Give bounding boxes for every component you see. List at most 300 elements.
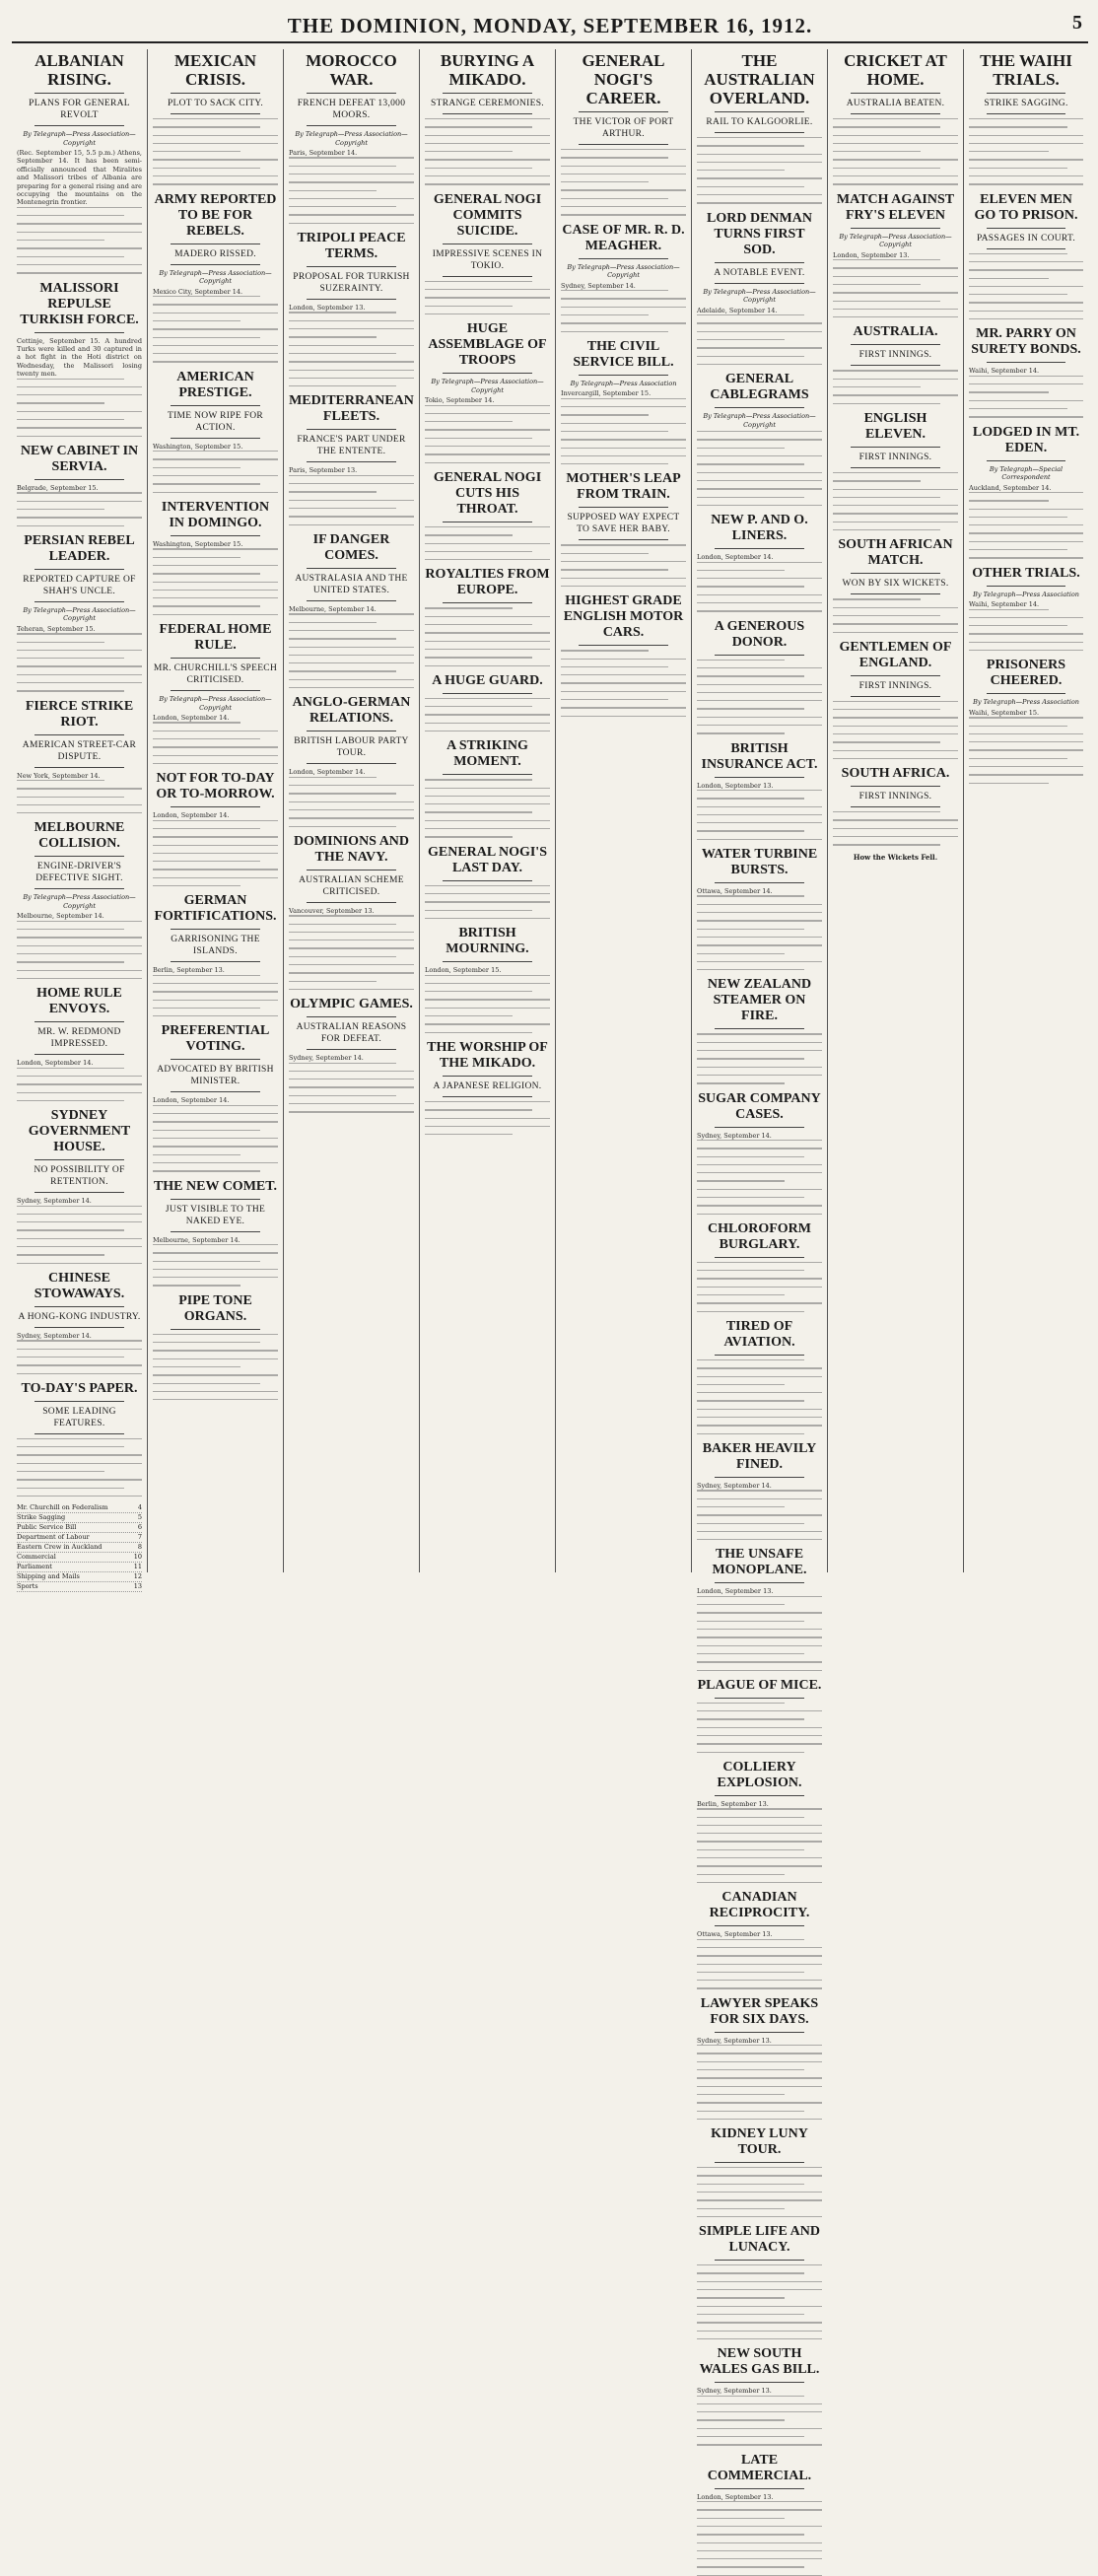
text-line [153,175,278,176]
text-line [153,557,240,558]
divider [443,113,532,114]
body-text-lines [153,1244,278,1287]
text-line [153,361,278,362]
text-line [697,1523,804,1524]
text-line [697,806,822,807]
text-line [289,647,414,648]
text-line [289,1111,414,1112]
text-line [697,610,822,611]
text-line [289,500,414,501]
article [425,738,550,837]
body-text-lines [153,548,278,615]
article-deck: ADVOCATED BY BRITISH MINISTER. [157,1065,274,1087]
article-text: Sydney, September 14. [17,1331,92,1340]
body-text-lines [697,1808,822,1883]
text-line [697,1596,822,1597]
text-line [17,1100,124,1101]
divider [34,1327,124,1328]
text-line [153,738,260,739]
text-line [289,662,414,663]
text-line [697,937,822,938]
text-line [153,345,278,346]
text-line [17,953,142,954]
article-byline: By Telegraph—Press Association—Copyright [295,130,408,147]
text-line [697,1172,822,1173]
text-line [425,534,513,535]
article [17,533,142,692]
contents-list [17,1503,142,1592]
text-line [697,455,822,456]
text-line [425,135,550,136]
text-line [697,1156,804,1157]
divider [34,93,124,94]
body-text-lines [17,1068,142,1101]
text-line [969,126,1067,127]
article [697,1547,822,1670]
text-line [289,622,377,623]
text-line [153,1383,260,1384]
text-line [153,991,278,992]
contents-item[interactable] [17,1582,142,1592]
text-line [697,944,822,945]
text-line [697,2264,822,2265]
text-line [697,895,804,896]
divider [715,777,804,778]
article-text: Ottawa, September 13. [697,1930,773,1939]
text-line [697,1882,822,1883]
text-line [289,190,377,191]
text-line [425,607,513,608]
article-headline: PLAGUE OF MICE. [697,1677,822,1693]
text-line [697,1531,822,1532]
body-text-lines [697,314,822,365]
article-deck: SOME LEADING FEATURES. [42,1406,116,1428]
article-headline: NEW P. AND O. LINERS. [711,513,808,544]
column-5 [556,49,692,1572]
body-text-lines [425,118,550,185]
text-line [561,290,668,291]
text-line [289,655,414,656]
divider [579,645,668,646]
divider [715,2260,804,2261]
text-line [289,947,414,948]
article-headline: GENERAL NOGI CUTS HIS THROAT. [433,469,542,517]
divider [715,111,804,112]
text-line [697,2444,822,2445]
text-line [697,2518,785,2519]
article-text: Sydney, September 14. [561,281,636,290]
text-line [17,788,142,789]
text-line [697,2396,804,2397]
text-line [425,1008,550,1009]
text-line [697,2053,822,2054]
body-text-lines [153,975,278,1017]
divider [307,902,396,903]
text-line [697,2102,822,2103]
text-line [697,1417,822,1418]
divider [307,600,396,601]
text-line [289,809,414,810]
article [697,513,822,611]
divider [851,228,940,229]
text-line [833,126,940,127]
text-line [561,569,668,570]
contents-item-page: 13 [133,1582,142,1591]
text-line [289,524,414,525]
text-line [17,1357,124,1358]
text-line [17,402,104,403]
divider [443,693,532,694]
text-line [425,559,550,560]
contents-item-label: Sports [17,1582,38,1591]
article [17,1271,142,1374]
article [969,425,1083,559]
text-line [561,455,686,456]
divider [443,774,532,775]
text-line [425,1032,532,1033]
contents-item-page: 11 [133,1563,142,1571]
article [697,1091,822,1215]
text-line [17,232,142,233]
contents-item[interactable] [17,1533,142,1543]
divider [171,1231,260,1232]
text-line [425,1109,532,1110]
text-line [561,314,649,315]
contents-item[interactable] [17,1563,142,1572]
text-line [289,157,414,158]
divider [579,539,668,540]
divider [579,144,668,145]
divider [715,1582,804,1583]
body-text-lines [833,701,958,759]
article-headline: ELEVEN MEN GO TO PRISON. [974,191,1078,223]
body-text-lines [425,281,550,314]
article [969,326,1083,417]
text-line [697,2167,822,2168]
contents-item[interactable] [17,1513,142,1523]
text-line [153,1138,278,1139]
article [561,593,686,717]
article-text: London, September 14. [697,553,774,562]
text-line [425,632,550,633]
text-line [425,665,550,666]
contents-item-page: 10 [133,1553,142,1562]
body-text-lines [969,717,1083,784]
text-line [561,666,668,667]
text-line [969,726,1067,727]
article-text: Sydney, September 14. [697,1481,772,1490]
article [425,51,550,185]
divider [34,888,124,889]
divider [34,1401,124,1402]
text-line [289,312,396,313]
text-line [153,861,260,862]
text-line [561,206,686,207]
text-line [697,953,785,954]
article-text: Ottawa, September 14. [697,887,773,896]
article-text: Invercargill, September 15. [561,389,652,398]
article-deck: FRENCH DEFEAT 13,000 MOORS. [297,99,406,120]
article-deck: MR. W. REDMOND IMPRESSED. [37,1027,121,1050]
text-line [153,328,278,329]
divider [851,467,940,468]
text-line [697,667,822,668]
masthead-title: THE DOMINION, MONDAY, SEPTEMBER 16, 1912. [287,14,813,37]
text-line [17,501,142,502]
text-line [969,509,1083,510]
contents-item[interactable] [17,1523,142,1533]
text-line [697,170,785,171]
text-line [697,1367,822,1368]
text-line [833,758,958,759]
divider [715,2382,804,2383]
text-line [833,143,958,144]
text-line [697,969,804,970]
text-line [697,488,822,489]
text-line [17,682,142,683]
divider [715,2032,804,2033]
article [425,567,550,665]
article-byline: By Telegraph—Press Association—Copyright [839,232,952,249]
text-line [425,698,550,699]
text-line [17,272,142,273]
divider [171,1199,260,1200]
article-text: Vancouver, September 13. [289,906,375,915]
body-text-lines [697,1359,822,1434]
article [561,51,686,216]
divider [715,283,804,284]
article-deck: AUSTRALIAN REASONS FOR DEFEAT. [296,1022,407,1045]
text-line [697,1033,822,1034]
text-line [425,983,550,984]
article-text: Melbourne, September 14. [289,604,377,613]
article [289,393,414,524]
article-text: Auckland, September 14. [969,483,1052,492]
text-line [561,553,649,554]
text-line [833,472,958,473]
article-headline: PREFERENTIAL VOTING. [161,1023,270,1055]
article [697,1221,822,1312]
article-text: Washington, September 15. [153,442,243,451]
text-line [153,1146,278,1147]
divider [715,1355,804,1356]
text-line [697,1425,822,1426]
text-line [153,853,278,854]
article-headline: IF DANGER COMES. [312,531,390,563]
text-line [697,1050,822,1051]
text-line [289,989,414,990]
contents-item[interactable] [17,1543,142,1553]
text-line [153,168,260,169]
contents-item-page: 7 [137,1533,142,1542]
article [697,2126,822,2217]
body-text-lines [697,1140,822,1215]
article-text: Melbourne, September 14. [153,1235,240,1244]
text-line [17,1471,104,1472]
text-line [697,1539,822,1540]
contents-item[interactable] [17,1553,142,1563]
text-line [425,991,532,992]
text-line [697,1857,822,1858]
text-line [425,657,532,658]
article-byline: By Telegraph—Press Association—Copyright [159,268,272,286]
column-1 [12,49,148,1591]
body-text-lines [17,379,142,437]
text-line [697,1082,785,1083]
text-line [17,240,104,241]
divider [171,929,260,930]
article [289,532,414,688]
text-line [697,1067,822,1068]
article-headline: BRITISH INSURANCE ACT. [701,740,818,772]
article [697,211,822,365]
article-text: Adelaide, September 14. [697,306,778,314]
article [17,444,142,526]
divider [987,693,1065,694]
text-line [153,467,240,468]
text-line [697,586,804,587]
text-line [833,811,940,812]
text-line [697,2322,822,2323]
article [697,977,822,1083]
article [697,619,822,734]
article [697,1996,822,2120]
text-line [289,491,377,492]
article-deck: FIRST INNINGS. [858,792,932,802]
text-line [697,1189,822,1190]
text-line [153,614,278,615]
article-headline: SUGAR COMPANY CASES. [698,1090,821,1122]
text-line [289,370,414,371]
article [17,1108,142,1264]
article-headline: SOUTH AFRICAN MATCH. [838,537,953,569]
divider [987,248,1065,249]
text-line [561,189,686,190]
text-line [697,322,822,323]
article [289,51,414,224]
divider [851,365,940,366]
contents-item[interactable] [17,1503,142,1513]
text-line [833,394,958,395]
text-line [561,707,686,708]
article-byline: By Telegraph—Press Association—Copyright [431,378,544,394]
text-line [697,1735,822,1736]
body-text-lines [561,650,686,717]
text-line [425,175,550,176]
contents-item[interactable] [17,1572,142,1582]
text-line [561,423,686,424]
body-text-lines [17,1340,142,1373]
text-line [17,1463,142,1464]
text-line [697,1955,822,1956]
article-headline: LORD DENMAN TURNS FIRST SOD. [707,210,812,257]
text-line [153,722,240,723]
contents-item-label: Department of Labour [17,1533,90,1542]
text-line [17,419,124,420]
text-line [17,379,124,380]
text-line [697,1703,785,1704]
article-headline: GENTLEMEN OF ENGLAND. [839,639,952,670]
divider [34,479,124,480]
article-deck: MADERO RISSED. [174,248,256,259]
text-line [289,932,414,933]
text-line [17,427,142,428]
divider [443,880,532,881]
text-line [697,2111,804,2112]
text-line [17,264,142,265]
text-line [969,135,1083,136]
article [833,51,958,185]
article-text: Sydney, September 14. [697,1131,772,1140]
body-text-lines [425,885,550,919]
divider [307,299,396,300]
text-line [697,594,822,595]
column-6 [692,49,828,2501]
text-line [697,2501,822,2502]
text-line [697,1287,822,1288]
text-line [697,2558,822,2559]
text-line [697,961,822,962]
contents-item-label: Public Service Bill [17,1523,77,1532]
text-line [425,1023,550,1024]
text-line [833,733,958,734]
divider [715,1477,804,1478]
article-headline: FEDERAL HOME RULE. [159,622,272,654]
article-headline: ALBANIAN RISING. [34,51,124,89]
text-line [289,1086,414,1087]
text-line [425,803,550,804]
text-line [17,780,104,781]
text-line [17,386,142,387]
text-line [697,929,804,930]
text-line [425,1118,550,1119]
article-byline: By Telegraph—Press Association [973,590,1079,598]
text-line [425,183,550,184]
text-line [153,492,278,493]
text-line [153,548,278,549]
text-line [425,168,532,169]
article [425,926,550,1033]
text-line [17,1076,142,1077]
text-line [153,304,278,305]
article-deck: RAIL TO KALGOORLIE. [706,117,813,127]
text-line [17,1254,104,1255]
text-line [697,431,822,432]
text-line [289,638,396,639]
article-text: (Rec. September 15, 5.5 p.m.) Athens, September 14. It has been semi-officially announced that Miralites and Malissori tribes of Albania are preparing for a general rising and are occupying the mountains on the Montenegrin frontier. [17,149,142,207]
text-line [425,297,550,298]
text-line [425,118,550,119]
text-line [153,1374,278,1375]
column-8 [964,49,1088,1572]
text-line [153,143,278,144]
divider [171,264,260,265]
text-line [697,2550,822,2551]
article [425,470,550,560]
divider [851,447,940,448]
article-byline: By Telegraph—Press Association—Copyright [703,412,816,429]
divider [443,93,532,94]
text-line [153,475,278,476]
body-text-lines [289,475,414,525]
body-text-lines [289,777,414,827]
text-line [289,328,414,329]
text-line [425,306,513,307]
article [969,566,1083,652]
text-line [289,817,414,818]
body-text-lines [697,1490,822,1540]
article-headline: MOTHER'S LEAP FROM TRAIN. [566,471,681,503]
